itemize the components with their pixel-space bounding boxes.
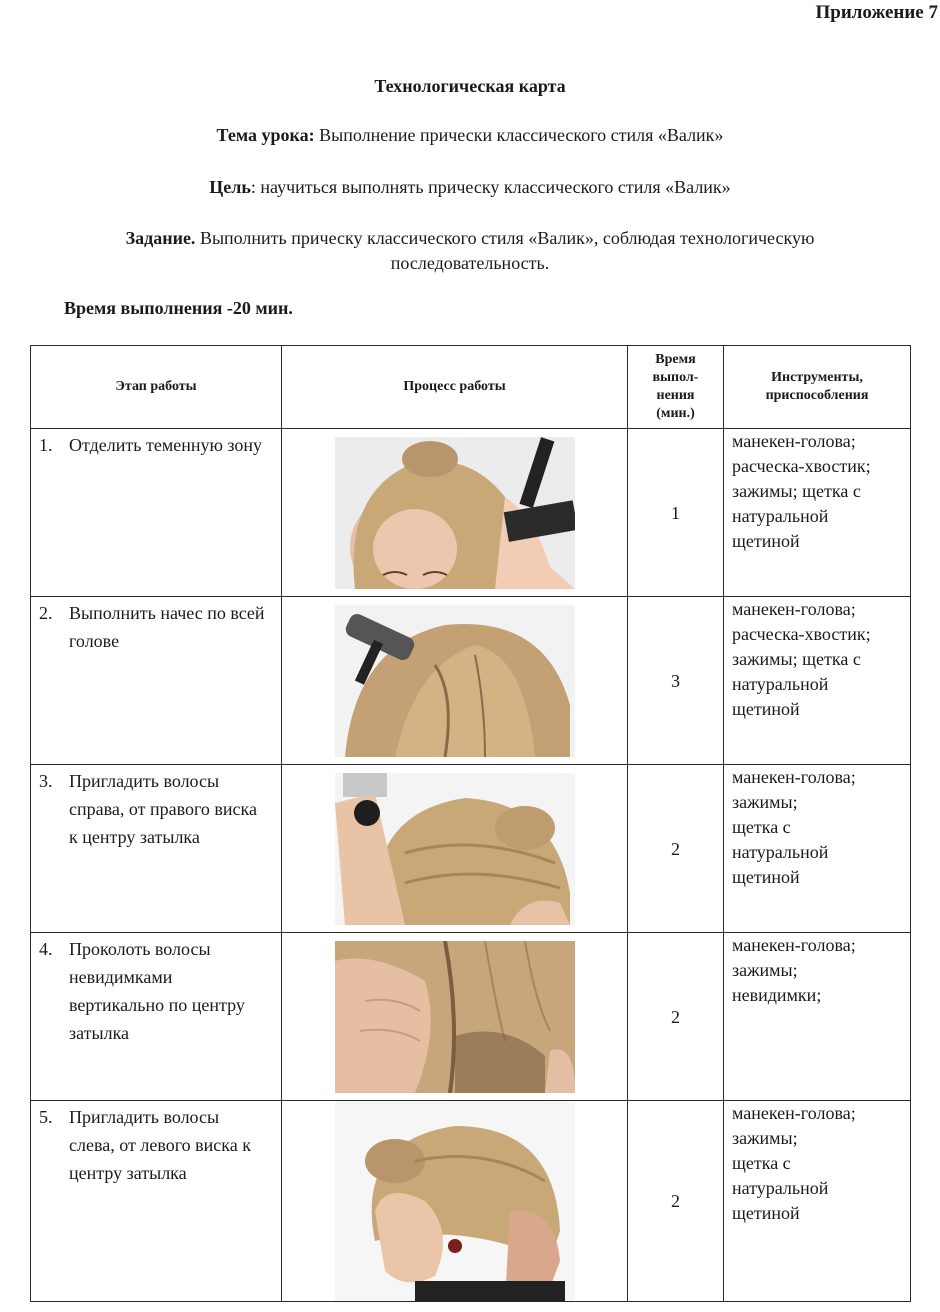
minutes-cell: 2	[628, 765, 724, 933]
tools-cell: манекен-голова; расческа-хвостик; зажимы; щетка с натуральной щетиной	[724, 597, 911, 765]
stage-text: Пригладить волосы слева, от левого виска к центру затылка	[69, 1107, 251, 1183]
stage-cell: 5. Пригладить волосы слева, от левого виска к центру затылка	[31, 1101, 282, 1302]
process-photo-2	[335, 605, 575, 757]
stage-cell: 1. Отделить теменную зону	[31, 429, 282, 597]
header-tools: Инструменты, приспособления	[724, 346, 911, 429]
table-row	[31, 933, 911, 1101]
task-line	[40, 226, 900, 276]
goal-text: : научиться выполнять прическу классического стиля «Валик»	[250, 177, 731, 197]
table-header-row	[31, 346, 911, 429]
tools-cell: манекен-голова; зажимы; щетка с натуральной щетиной	[724, 1101, 911, 1302]
header-process: Процесс работы	[282, 346, 628, 429]
topic-text: Выполнение прически классического стиля «Валик»	[314, 125, 724, 145]
document-title: Технологическая карта	[374, 76, 566, 96]
task-text: Выполнить прическу классического стиля «Валик», соблюдая технологическую	[195, 228, 815, 248]
table-row	[31, 429, 911, 597]
header-stage: Этап работы	[31, 346, 282, 429]
appendix-label: Приложение 7	[815, 2, 938, 23]
tech-card-table	[30, 345, 911, 1302]
process-cell	[282, 933, 628, 1101]
stage-text: Проколоть волосы невидимками вертикально по центру затылка	[69, 939, 245, 1043]
process-cell	[282, 429, 628, 597]
table-row	[31, 1101, 911, 1302]
time-line: Время выполнения -20 мин.	[64, 298, 293, 318]
tools-cell: манекен-голова; расческа-хвостик; зажимы; щетка с натуральной щетиной	[724, 429, 911, 597]
goal-label: Цель	[209, 177, 251, 197]
table-row	[31, 597, 911, 765]
process-photo-5	[335, 1101, 575, 1301]
process-cell	[282, 597, 628, 765]
minutes-cell: 2	[628, 933, 724, 1101]
tools-cell: манекен-голова; зажимы; невидимки;	[724, 933, 911, 1101]
task-text-continued: последовательность.	[390, 253, 550, 273]
minutes-cell: 1	[628, 429, 724, 597]
stage-cell: 4. Проколоть волосы невидимками вертикально по центру затылка	[31, 933, 282, 1101]
process-photo-1	[335, 437, 575, 589]
task-label: Задание.	[125, 228, 196, 248]
goal-line	[40, 175, 900, 200]
process-cell	[282, 765, 628, 933]
process-photo-3	[335, 773, 575, 925]
stage-text: Выполнить начес по всей голове	[69, 603, 265, 651]
minutes-cell: 3	[628, 597, 724, 765]
minutes-cell: 2	[628, 1101, 724, 1302]
header-time: Время выпол- нения (мин.)	[628, 346, 724, 429]
stage-cell: 3. Пригладить волосы справа, от правого виска к центру затылка	[31, 765, 282, 933]
topic-label: Тема урока:	[216, 125, 315, 145]
table-row	[31, 765, 911, 933]
topic-line	[40, 123, 900, 148]
tools-cell: манекен-голова; зажимы; щетка с натуральной щетиной	[724, 765, 911, 933]
process-cell	[282, 1101, 628, 1302]
stage-text: Отделить теменную зону	[69, 435, 263, 455]
stage-text: Пригладить волосы справа, от правого виска к центру затылка	[69, 771, 258, 847]
stage-cell: 2. Выполнить начес по всей голове	[31, 597, 282, 765]
process-photo-4	[335, 941, 575, 1093]
